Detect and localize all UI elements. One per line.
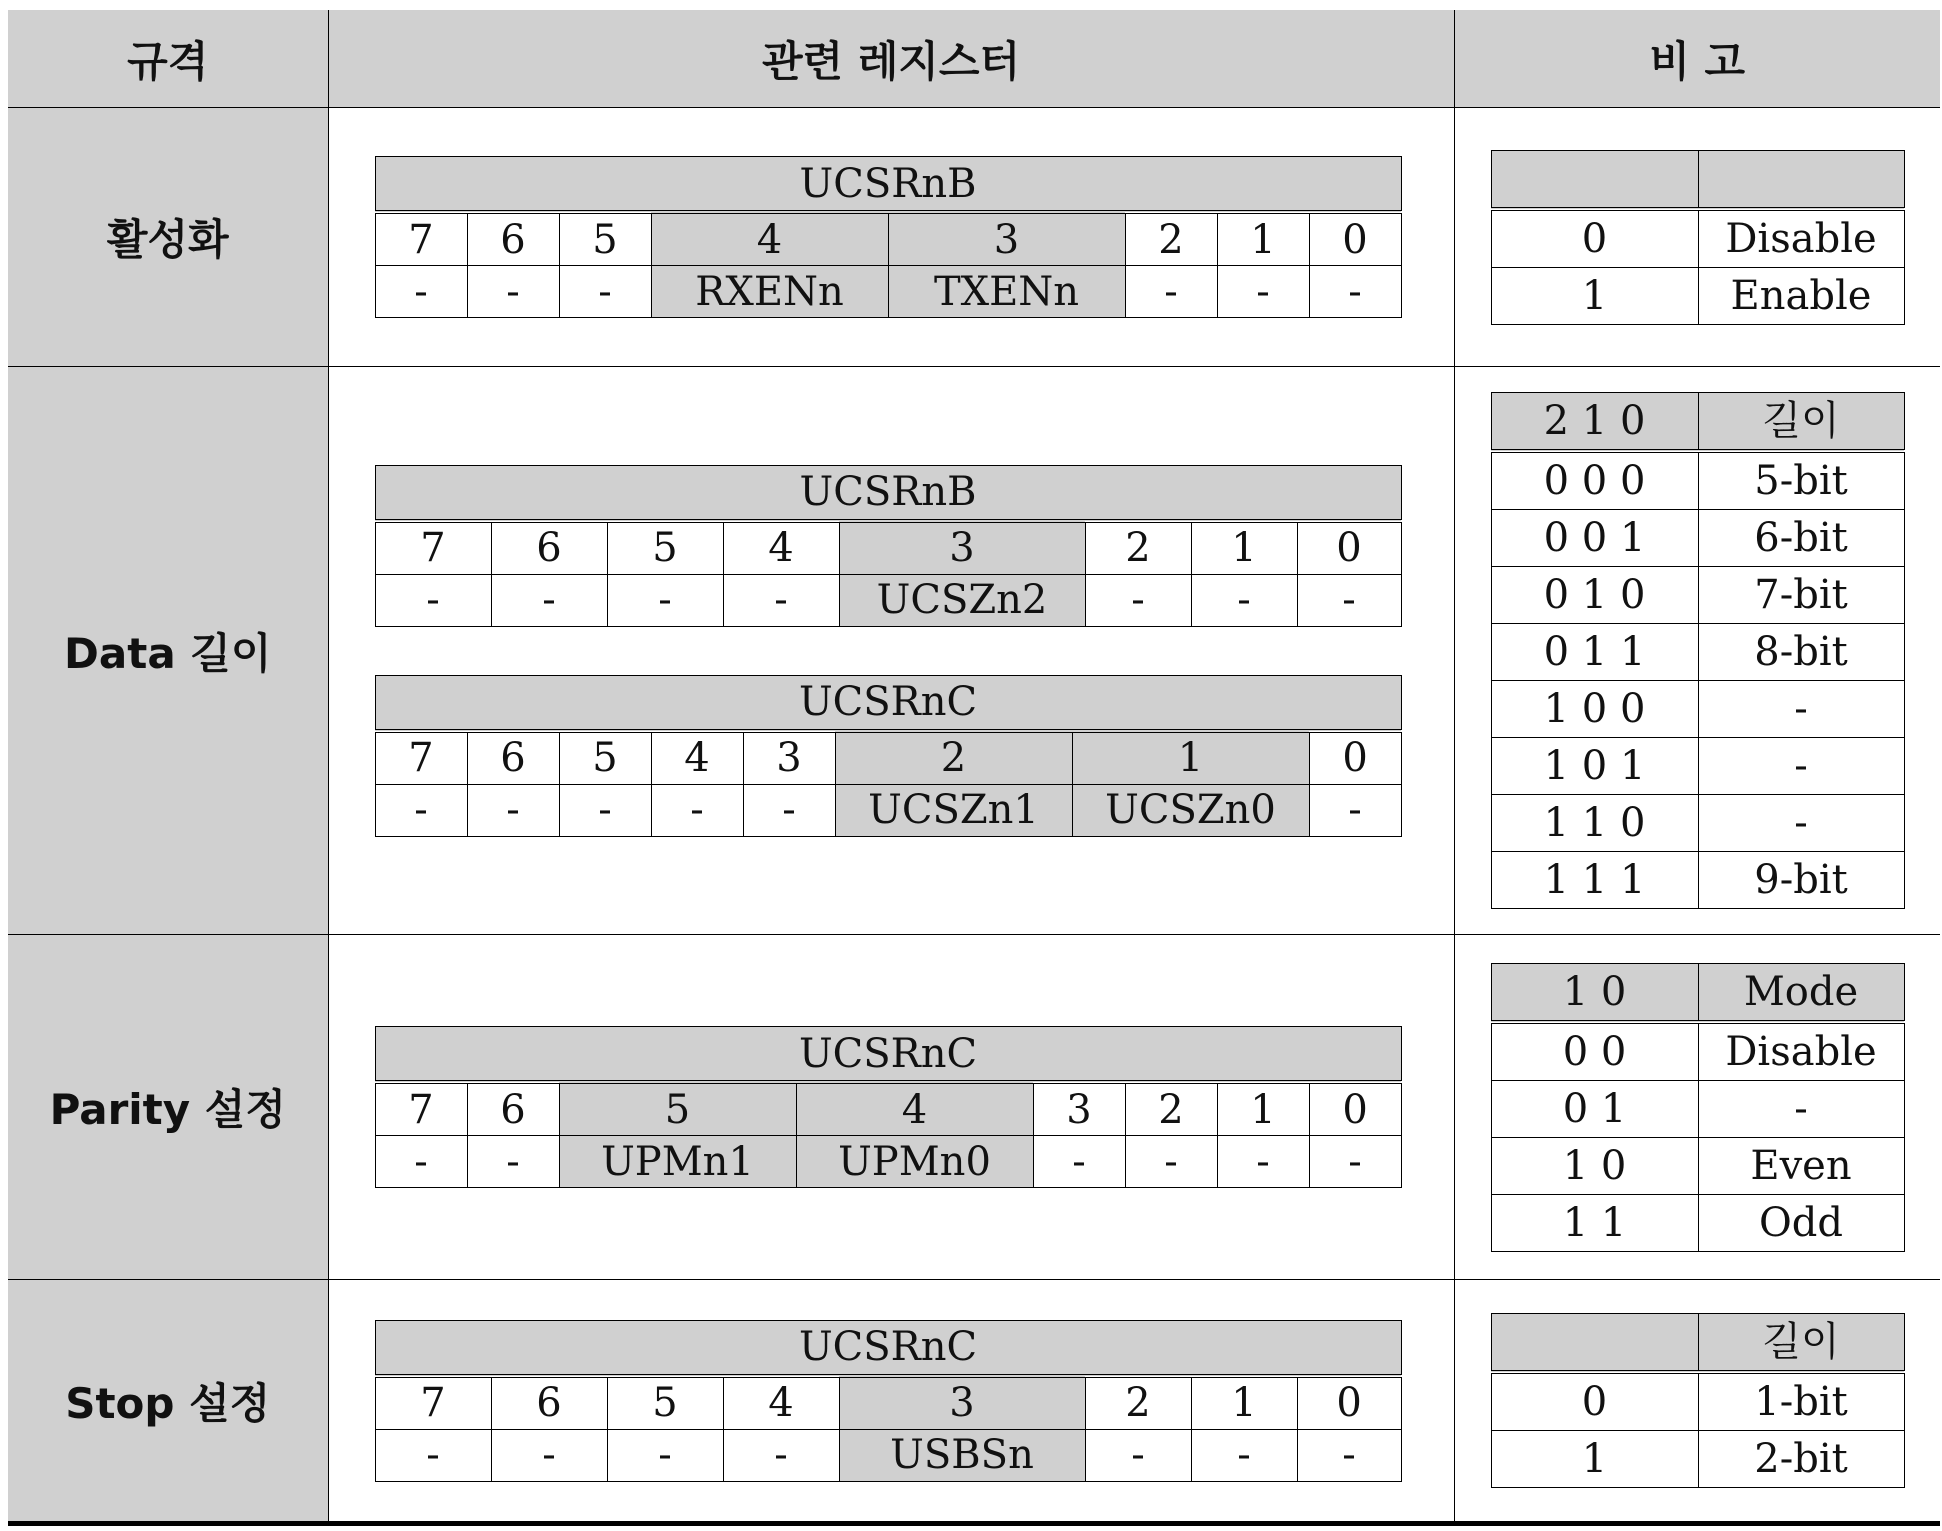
spec-enable: 활성화 <box>8 108 328 367</box>
bit-number: 6 <box>467 731 559 785</box>
remarks-data-length <box>1454 367 1940 935</box>
bit-number: 5 <box>559 212 651 266</box>
header-remarks: 비 고 <box>1454 10 1940 108</box>
bit-value: - <box>559 266 651 318</box>
bit-number: 1 <box>1191 1376 1297 1430</box>
bit-value: - <box>1309 784 1401 836</box>
bit-number: 2 <box>1125 212 1217 266</box>
spec-data-length: Data 길이 <box>8 367 328 935</box>
bit-value: - <box>559 784 651 836</box>
bit-number: 4 <box>723 1376 839 1430</box>
bit-number: 7 <box>375 521 491 575</box>
bit-number: 4 <box>796 1082 1033 1136</box>
note-cell: 0 0 0 <box>1491 451 1698 510</box>
row-enable <box>8 108 1940 367</box>
bit-value: UCSZn0 <box>1072 784 1309 836</box>
bit-value: - <box>1297 1429 1401 1481</box>
bit-value: - <box>467 266 559 318</box>
bit-value: - <box>607 574 723 626</box>
note-head <box>1491 1314 1698 1373</box>
note-head: 길이 <box>1698 1314 1904 1373</box>
note-cell: 5-bit <box>1698 451 1904 510</box>
bit-value: - <box>1191 1429 1297 1481</box>
note-head: 1 0 <box>1491 963 1698 1022</box>
note-head <box>1698 150 1904 209</box>
note-cell: Disable <box>1698 1022 1904 1081</box>
register-name: UCSRnC <box>375 1320 1401 1376</box>
registers-data-length <box>328 367 1454 935</box>
bit-value: - <box>375 266 467 318</box>
bit-value: - <box>607 1429 723 1481</box>
bit-value: - <box>651 784 743 836</box>
note-cell: - <box>1698 681 1904 738</box>
note-cell: 1 1 0 <box>1491 795 1698 852</box>
note-cell: 1 0 1 <box>1491 738 1698 795</box>
note-table <box>1491 1313 1905 1488</box>
bit-number: 0 <box>1297 521 1401 575</box>
note-cell: Odd <box>1698 1194 1904 1251</box>
bit-number: 6 <box>491 521 607 575</box>
bit-number: 0 <box>1309 731 1401 785</box>
bit-number: 4 <box>651 731 743 785</box>
bit-number: 6 <box>467 212 559 266</box>
bit-number: 3 <box>839 521 1085 575</box>
bit-value: - <box>1297 574 1401 626</box>
bit-value: - <box>491 1429 607 1481</box>
note-cell: 1 1 1 <box>1491 852 1698 909</box>
bit-number: 7 <box>375 212 467 266</box>
bit-number: 6 <box>467 1082 559 1136</box>
note-cell: 1 <box>1491 1431 1698 1488</box>
register-ucsrnb <box>375 156 1402 318</box>
note-cell: 9-bit <box>1698 852 1904 909</box>
bit-number: 3 <box>888 212 1125 266</box>
bit-number: 2 <box>1125 1082 1217 1136</box>
bit-number: 5 <box>559 731 651 785</box>
note-cell: Disable <box>1698 209 1904 268</box>
remarks-parity <box>1454 935 1940 1280</box>
bit-number: 0 <box>1309 1082 1401 1136</box>
register-ucsrnc <box>375 675 1402 837</box>
bit-value: - <box>1125 1136 1217 1188</box>
bit-value: - <box>1125 266 1217 318</box>
registers-stop <box>328 1280 1454 1524</box>
bit-number: 7 <box>375 1376 491 1430</box>
bit-value: - <box>1085 1429 1191 1481</box>
bit-value: USBSn <box>839 1429 1085 1481</box>
bit-value: - <box>1309 1136 1401 1188</box>
bit-value: - <box>743 784 835 836</box>
note-cell: 2-bit <box>1698 1431 1904 1488</box>
bit-value: - <box>375 1136 467 1188</box>
note-cell: 0 1 <box>1491 1080 1698 1137</box>
note-cell: 6-bit <box>1698 510 1904 567</box>
bit-value: - <box>723 574 839 626</box>
bit-number: 5 <box>559 1082 796 1136</box>
note-cell: 1 0 0 <box>1491 681 1698 738</box>
bit-number: 3 <box>1033 1082 1125 1136</box>
header-spec: 규격 <box>8 10 328 108</box>
note-cell: 1 0 <box>1491 1137 1698 1194</box>
note-table <box>1491 150 1905 325</box>
note-cell: 0 1 0 <box>1491 567 1698 624</box>
note-head <box>1491 150 1698 209</box>
note-head: 길이 <box>1698 393 1904 452</box>
bit-number: 1 <box>1217 212 1309 266</box>
register-ucsrnb <box>375 465 1402 627</box>
bit-value: TXENn <box>888 266 1125 318</box>
row-stop <box>8 1280 1940 1524</box>
bit-number: 0 <box>1309 212 1401 266</box>
note-cell: - <box>1698 738 1904 795</box>
bit-value: - <box>1085 574 1191 626</box>
note-cell: 0 <box>1491 209 1698 268</box>
spec-stop: Stop 설정 <box>8 1280 328 1524</box>
note-table <box>1491 392 1905 909</box>
bit-value: - <box>1033 1136 1125 1188</box>
bit-number: 7 <box>375 731 467 785</box>
bit-value: UPMn1 <box>559 1136 796 1188</box>
note-head: Mode <box>1698 963 1904 1022</box>
bit-number: 1 <box>1191 521 1297 575</box>
note-cell: 1-bit <box>1698 1372 1904 1431</box>
register-ucsrnc <box>375 1320 1402 1482</box>
note-cell: 0 0 <box>1491 1022 1698 1081</box>
bit-number: 4 <box>723 521 839 575</box>
bit-value: - <box>375 784 467 836</box>
note-cell: Enable <box>1698 267 1904 324</box>
bit-number: 1 <box>1217 1082 1309 1136</box>
bit-number: 2 <box>835 731 1072 785</box>
register-name: UCSRnC <box>375 675 1401 731</box>
uart-settings-table <box>8 10 1940 1526</box>
bit-number: 5 <box>607 1376 723 1430</box>
bit-value: RXENn <box>651 266 888 318</box>
row-parity <box>8 935 1940 1280</box>
note-cell: - <box>1698 795 1904 852</box>
remarks-stop <box>1454 1280 1940 1524</box>
bit-number: 2 <box>1085 1376 1191 1430</box>
note-cell: 0 <box>1491 1372 1698 1431</box>
register-name: UCSRnB <box>375 157 1401 213</box>
note-cell: 1 1 <box>1491 1194 1698 1251</box>
bit-value: - <box>467 784 559 836</box>
bit-number: 0 <box>1297 1376 1401 1430</box>
bit-value: - <box>1191 574 1297 626</box>
note-cell: 0 0 1 <box>1491 510 1698 567</box>
note-cell: 7-bit <box>1698 567 1904 624</box>
spec-parity: Parity 설정 <box>8 935 328 1280</box>
bit-value: - <box>1217 1136 1309 1188</box>
bit-value: - <box>723 1429 839 1481</box>
registers-enable <box>328 108 1454 367</box>
bit-value: - <box>375 1429 491 1481</box>
bit-number: 6 <box>491 1376 607 1430</box>
bit-value: - <box>491 574 607 626</box>
register-name: UCSRnB <box>375 465 1401 521</box>
bit-value: UPMn0 <box>796 1136 1033 1188</box>
note-table <box>1491 963 1905 1252</box>
header-registers: 관련 레지스터 <box>328 10 1454 108</box>
bit-number: 5 <box>607 521 723 575</box>
row-data-length <box>8 367 1940 935</box>
bit-number: 3 <box>839 1376 1085 1430</box>
note-cell: 0 1 1 <box>1491 624 1698 681</box>
bit-number: 7 <box>375 1082 467 1136</box>
note-cell: 1 <box>1491 267 1698 324</box>
bit-value: - <box>1217 266 1309 318</box>
bit-value: - <box>1309 266 1401 318</box>
note-cell: - <box>1698 1080 1904 1137</box>
bit-number: 3 <box>743 731 835 785</box>
register-ucsrnc <box>375 1026 1402 1188</box>
bit-number: 2 <box>1085 521 1191 575</box>
note-head: 2 1 0 <box>1491 393 1698 452</box>
remarks-enable <box>1454 108 1940 367</box>
note-cell: 8-bit <box>1698 624 1904 681</box>
registers-parity <box>328 935 1454 1280</box>
bit-number: 1 <box>1072 731 1309 785</box>
bit-value: UCSZn1 <box>835 784 1072 836</box>
bit-number: 4 <box>651 212 888 266</box>
register-name: UCSRnC <box>375 1027 1401 1083</box>
bit-value: - <box>467 1136 559 1188</box>
bit-value: UCSZn2 <box>839 574 1085 626</box>
bit-value: - <box>375 574 491 626</box>
note-cell: Even <box>1698 1137 1904 1194</box>
